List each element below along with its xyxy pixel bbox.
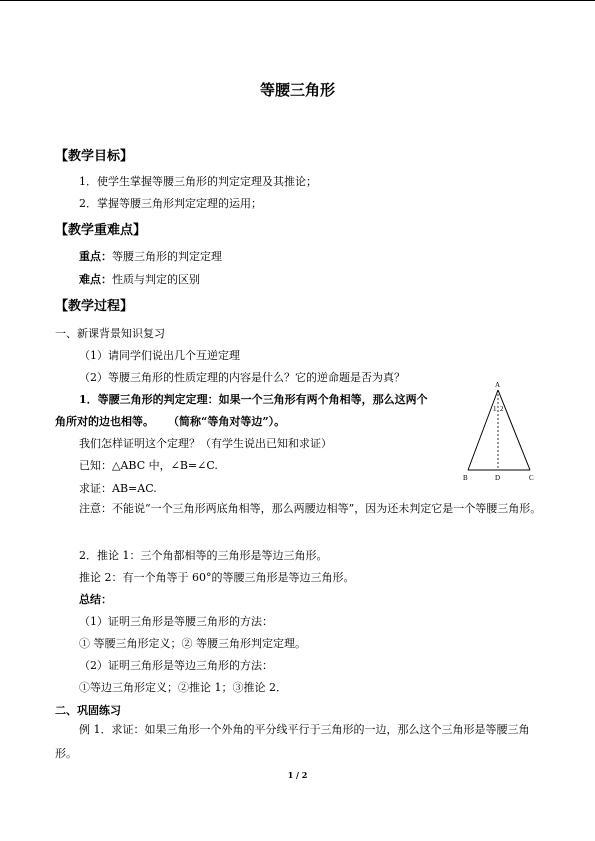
- theorem-line-2: [55, 414, 285, 429]
- angle-1-label: 1: [493, 405, 497, 413]
- label-b: B: [463, 474, 468, 482]
- theorem-end: 。: [274, 415, 286, 428]
- goal-item-2: 2．掌握等腰三角形判定定理的运用；: [79, 197, 262, 210]
- page-number: 1 / 2: [287, 770, 308, 780]
- side-ab: [468, 390, 498, 470]
- focus-label: 重点：: [79, 250, 112, 263]
- prove-statement: 求证：AB=AC.: [79, 482, 157, 495]
- focus-line: [79, 249, 222, 264]
- note-paragraph: 注意：不能说“一个三角形两底角相等，那么两腰边相等”，因为还未判定它是一个等腰三角形。: [79, 502, 542, 515]
- difficulty-line: [79, 272, 200, 287]
- theorem-text-2: 角所对的边也相等。: [55, 415, 154, 428]
- given-statement: 已知：△ABC 中，∠B=∠C.: [79, 459, 218, 472]
- summary-label: 总结：: [79, 593, 112, 606]
- theorem-line-1: [79, 392, 428, 407]
- section-heading-process: 【教学过程】: [55, 299, 134, 314]
- goal-item-1: 1．使学生掌握等腰三角形的判定定理及其推论；: [79, 175, 317, 188]
- summary-2: （2）证明三角形是等边三角形的方法：: [79, 659, 273, 672]
- section-heading-goals: 【教学目标】: [55, 149, 134, 164]
- triangle-figure: [458, 378, 544, 486]
- part1-title: 一、新课背景知识复习: [55, 327, 165, 340]
- question-1: （1）请同学们说出几个互逆定理: [79, 349, 240, 362]
- section-heading-key-points: 【教学重难点】: [55, 223, 147, 238]
- label-a: A: [495, 381, 501, 389]
- label-d: D: [495, 474, 501, 482]
- example-1: 例 1．求证：如果三角形一个外角的平分线平行于三角形的一边，那么这个三角形是等腰三角形。: [55, 723, 530, 760]
- page-title: 等腰三角形: [259, 81, 335, 99]
- corollary-2: 推论 2：有一个角等于 60°的等腰三角形是等边三角形。: [79, 571, 355, 584]
- summary-2-items: ①等边三角形定义；②推论 1；③推论 2．: [79, 681, 287, 694]
- summary-1-items: ① 等腰三角形定义；② 等腰三角形判定定理。: [79, 637, 306, 650]
- theorem-note: （简称“等角对等边”）: [168, 415, 275, 428]
- theorem-text-1: 等腰三角形的判定定理：如果一个三角形有两个角相等，那么这两个: [97, 393, 428, 406]
- prove-how: 我们怎样证明这个定理？（有学生说出已知和求证）: [79, 437, 332, 450]
- question-2: （2）等腰三角形的性质定理的内容是什么？它的逆命题是否为真？: [79, 371, 405, 384]
- label-c: C: [529, 474, 534, 482]
- side-ac: [498, 390, 530, 470]
- part2-title: 二、巩固练习: [55, 704, 121, 717]
- top-rule: [0, 0, 595, 1]
- angle-2-label: 2: [500, 405, 504, 413]
- difficulty-text: 性质与判定的区别: [112, 273, 200, 286]
- corollary-1: 2．推论 1：三个角都相等的三角形是等边三角形。: [79, 549, 328, 562]
- theorem-prefix: 1．: [79, 393, 98, 406]
- focus-text: 等腰三角形的判定定理: [112, 250, 222, 263]
- summary-1: （1）证明三角形是等腰三角形的方法：: [79, 615, 273, 628]
- difficulty-label: 难点：: [79, 273, 112, 286]
